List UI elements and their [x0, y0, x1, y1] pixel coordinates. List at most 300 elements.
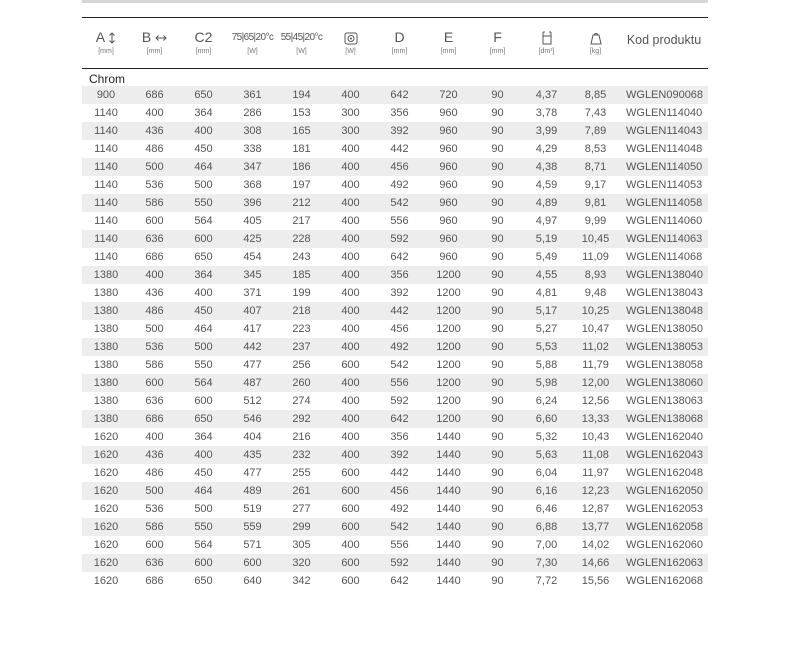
- cell-electric-power: 400: [341, 449, 360, 461]
- table-row: [82, 266, 708, 284]
- cell-a: 1380: [93, 323, 119, 335]
- cell-power-55: 181: [292, 143, 311, 155]
- col-header-e: E [mm]: [440, 29, 457, 55]
- cell-product-code: WGLEN138048: [626, 305, 704, 317]
- col-header-a: A [mm]: [82, 18, 130, 68]
- cell-weight: 14,02: [581, 539, 610, 551]
- table-row: [82, 392, 708, 410]
- cell-f: 90: [491, 161, 504, 173]
- cell-d: 592: [390, 557, 409, 569]
- cell-d: 556: [390, 539, 409, 551]
- cell-electric-power: 600: [341, 485, 360, 497]
- cell-c2: 550: [194, 359, 213, 371]
- cell-product-code: WGLEN162048: [626, 467, 704, 479]
- cell-b: 500: [145, 161, 164, 173]
- cell-weight: 9,48: [584, 287, 607, 299]
- cell-c2: 464: [194, 485, 213, 497]
- cell-electric-power: 400: [341, 179, 360, 191]
- table-row: [82, 284, 708, 302]
- cell-product-code: WGLEN162063: [626, 557, 704, 569]
- cell-power-75: 407: [243, 305, 262, 317]
- col-header-c2: C2 [mm]: [194, 29, 213, 55]
- cell-power-75: 405: [243, 215, 262, 227]
- cell-b: 636: [145, 395, 164, 407]
- table-row: [82, 554, 708, 572]
- cell-weight: 8,93: [584, 269, 607, 281]
- cell-product-code: WGLEN114050: [626, 161, 703, 173]
- cell-power-75: 487: [243, 377, 262, 389]
- cell-c2: 500: [194, 503, 213, 515]
- cell-b: 436: [145, 125, 164, 137]
- cell-c2: 400: [194, 449, 213, 461]
- cell-weight: 12,56: [581, 395, 610, 407]
- cell-d: 592: [390, 233, 409, 245]
- cell-e: 960: [439, 251, 458, 263]
- cell-f: 90: [491, 233, 504, 245]
- cell-power-75: 600: [243, 557, 262, 569]
- cell-b: 400: [145, 107, 164, 119]
- cell-c2: 450: [194, 143, 213, 155]
- cell-power-75: 454: [243, 251, 262, 263]
- cell-volume: 4,38: [535, 161, 558, 173]
- cell-power-55: 274: [292, 395, 311, 407]
- cell-e: 1440: [436, 449, 461, 461]
- cell-power-75: 571: [243, 539, 262, 551]
- cell-f: 90: [491, 539, 504, 551]
- cell-weight: 7,89: [584, 125, 607, 137]
- cell-volume: 4,89: [535, 197, 558, 209]
- cell-product-code: WGLEN114053: [626, 179, 703, 191]
- cell-a: 1380: [93, 359, 119, 371]
- cell-e: 1440: [436, 521, 461, 533]
- cell-product-code: WGLEN138068: [626, 413, 704, 425]
- cell-c2: 364: [194, 107, 213, 119]
- col-header-b: B [mm]: [130, 18, 179, 68]
- cell-volume: 5,19: [535, 233, 558, 245]
- cell-electric-power: 400: [341, 233, 360, 245]
- cell-e: 1200: [436, 359, 461, 371]
- cell-f: 90: [491, 377, 504, 389]
- cell-volume: 6,24: [535, 395, 558, 407]
- cell-power-75: 425: [243, 233, 262, 245]
- cell-weight: 9,99: [584, 215, 607, 227]
- table-row: [82, 104, 708, 122]
- cell-volume: 5,53: [535, 341, 558, 353]
- cell-volume: 5,17: [535, 305, 558, 317]
- table-row: [82, 122, 708, 140]
- table-row: [82, 464, 708, 482]
- cell-weight: 10,43: [581, 431, 610, 443]
- cell-product-code: WGLEN114040: [626, 107, 703, 119]
- table-row: [82, 428, 708, 446]
- cell-electric-power: 400: [341, 377, 360, 389]
- cell-weight: 8,71: [584, 161, 607, 173]
- cell-a: 1140: [94, 161, 118, 173]
- cell-e: 960: [439, 233, 458, 245]
- cell-power-55: 292: [292, 413, 311, 425]
- cell-product-code: WGLEN162050: [626, 485, 704, 497]
- cell-c2: 600: [194, 395, 213, 407]
- cell-power-55: 223: [292, 323, 311, 335]
- cell-volume: 6,60: [535, 413, 558, 425]
- cell-power-55: 212: [292, 197, 311, 209]
- cell-electric-power: 400: [341, 395, 360, 407]
- cell-a: 1140: [94, 179, 118, 191]
- cell-power-55: 261: [292, 485, 311, 497]
- cell-weight: 10,47: [581, 323, 610, 335]
- cell-f: 90: [491, 197, 504, 209]
- cell-b: 400: [145, 431, 164, 443]
- table-row: [82, 248, 708, 266]
- cell-weight: 12,87: [581, 503, 610, 515]
- header-top-rule: [82, 17, 708, 18]
- cell-power-75: 489: [243, 485, 262, 497]
- cell-electric-power: 400: [341, 269, 360, 281]
- cell-b: 436: [145, 287, 164, 299]
- cell-power-75: 435: [243, 449, 262, 461]
- cell-weight: 8,85: [584, 89, 607, 101]
- cell-weight: 11,97: [582, 467, 609, 479]
- cell-power-55: 299: [292, 521, 311, 533]
- group-label: Chrom: [89, 72, 126, 86]
- cell-d: 642: [390, 413, 409, 425]
- cell-c2: 564: [194, 377, 213, 389]
- cell-b: 586: [145, 197, 164, 209]
- cell-power-75: 477: [243, 359, 262, 371]
- cell-b: 486: [145, 467, 164, 479]
- cell-f: 90: [491, 269, 504, 281]
- cell-power-75: 308: [243, 125, 262, 137]
- cell-power-55: 218: [292, 305, 311, 317]
- cell-power-75: 477: [243, 467, 262, 479]
- cell-volume: 3,99: [535, 125, 558, 137]
- cell-electric-power: 400: [341, 89, 360, 101]
- cell-e: 960: [439, 179, 458, 191]
- cell-e: 960: [439, 197, 458, 209]
- cell-d: 456: [390, 485, 409, 497]
- cell-electric-power: 300: [341, 107, 360, 119]
- cell-d: 356: [390, 269, 409, 281]
- cell-b: 600: [145, 215, 164, 227]
- cell-weight: 10,25: [581, 305, 610, 317]
- cell-power-75: 347: [243, 161, 262, 173]
- cell-a: 1620: [93, 449, 119, 461]
- table-row: [82, 356, 708, 374]
- cell-f: 90: [491, 179, 504, 191]
- cell-weight: 11,79: [582, 359, 609, 371]
- table-row: [82, 140, 708, 158]
- header-row: [82, 18, 708, 68]
- table-row: [82, 230, 708, 248]
- cell-d: 556: [390, 377, 409, 389]
- cell-d: 456: [390, 161, 409, 173]
- cell-f: 90: [491, 449, 504, 461]
- cell-e: 1200: [436, 323, 461, 335]
- cell-c2: 650: [194, 413, 213, 425]
- cell-power-75: 640: [243, 575, 262, 587]
- cell-power-55: 320: [292, 557, 311, 569]
- cell-f: 90: [491, 125, 504, 137]
- cell-electric-power: 600: [341, 521, 360, 533]
- cell-b: 686: [145, 251, 164, 263]
- table-row: [82, 482, 708, 500]
- cell-e: 1200: [436, 341, 461, 353]
- cell-a: 1380: [93, 377, 119, 389]
- cell-power-75: 368: [243, 179, 262, 191]
- cell-power-55: 277: [292, 503, 311, 515]
- cell-f: 90: [491, 395, 504, 407]
- cell-e: 960: [439, 143, 458, 155]
- cell-d: 442: [390, 467, 409, 479]
- cell-e: 1440: [436, 467, 461, 479]
- cell-power-55: 260: [292, 377, 311, 389]
- cell-d: 442: [390, 305, 409, 317]
- cell-c2: 450: [194, 305, 213, 317]
- cell-f: 90: [491, 467, 504, 479]
- col-header-power-55: 55|45|20°c [W]: [280, 32, 323, 55]
- cell-e: 1440: [436, 485, 461, 497]
- cell-b: 600: [145, 539, 164, 551]
- cell-weight: 9,17: [584, 179, 607, 191]
- table-row: [82, 176, 708, 194]
- cell-a: 1620: [93, 485, 119, 497]
- cell-b: 500: [145, 323, 164, 335]
- cell-c2: 500: [194, 341, 213, 353]
- cell-volume: 6,46: [535, 503, 558, 515]
- cell-c2: 450: [194, 467, 213, 479]
- cell-volume: 3,78: [535, 107, 558, 119]
- cell-volume: 4,97: [535, 215, 558, 227]
- volume-vessel-icon: [541, 31, 553, 45]
- cell-volume: 7,00: [535, 539, 558, 551]
- cell-product-code: WGLEN162060: [626, 539, 704, 551]
- cell-a: 1380: [93, 395, 119, 407]
- cell-f: 90: [491, 503, 504, 515]
- cell-f: 90: [491, 341, 504, 353]
- cell-power-75: 546: [243, 413, 262, 425]
- horizontal-arrows-icon: [155, 34, 167, 42]
- col-header-product-code: Kod produktu: [626, 33, 702, 47]
- cell-power-55: 186: [292, 161, 311, 173]
- cell-electric-power: 400: [341, 305, 360, 317]
- cell-product-code: WGLEN162068: [626, 575, 704, 587]
- cell-power-55: 237: [292, 341, 311, 353]
- cell-d: 392: [390, 125, 409, 137]
- cell-c2: 400: [194, 125, 213, 137]
- cell-c2: 464: [194, 161, 213, 173]
- cell-product-code: WGLEN114058: [626, 197, 703, 209]
- product-spec-table: [82, 18, 708, 590]
- cell-volume: 5,63: [535, 449, 558, 461]
- cell-a: 1380: [93, 287, 119, 299]
- cell-d: 392: [390, 287, 409, 299]
- cell-electric-power: 400: [341, 341, 360, 353]
- cell-product-code: WGLEN138050: [626, 323, 704, 335]
- cell-a: 1620: [93, 467, 119, 479]
- cell-f: 90: [491, 89, 504, 101]
- cell-e: 960: [439, 161, 458, 173]
- top-divider-bar: [82, 0, 708, 3]
- cell-f: 90: [491, 359, 504, 371]
- cell-c2: 650: [194, 251, 213, 263]
- cell-e: 1200: [436, 413, 461, 425]
- cell-power-55: 217: [292, 215, 311, 227]
- cell-power-75: 417: [243, 323, 262, 335]
- cell-a: 1620: [93, 431, 119, 443]
- cell-f: 90: [491, 251, 504, 263]
- cell-a: 1140: [94, 251, 118, 263]
- cell-d: 592: [390, 395, 409, 407]
- cell-volume: 7,30: [535, 557, 558, 569]
- cell-volume: 4,29: [535, 143, 558, 155]
- cell-c2: 650: [194, 575, 213, 587]
- cell-e: 960: [439, 215, 458, 227]
- cell-electric-power: 600: [341, 359, 360, 371]
- table-row: [82, 320, 708, 338]
- group-row-chrom: [82, 68, 708, 86]
- cell-a: 1140: [94, 125, 118, 137]
- cell-b: 536: [145, 179, 164, 191]
- cell-c2: 400: [194, 287, 213, 299]
- cell-b: 536: [145, 503, 164, 515]
- cell-power-55: 243: [292, 251, 311, 263]
- cell-a: 900: [96, 89, 116, 101]
- cell-f: 90: [491, 305, 504, 317]
- cell-c2: 650: [194, 89, 213, 101]
- cell-product-code: WGLEN138060: [626, 377, 704, 389]
- table-row: [82, 302, 708, 320]
- cell-power-75: 442: [243, 341, 262, 353]
- cell-power-55: 197: [292, 179, 311, 191]
- cell-volume: 4,37: [535, 89, 558, 101]
- cell-a: 1620: [93, 521, 119, 533]
- cell-d: 492: [390, 503, 409, 515]
- cell-f: 90: [491, 215, 504, 227]
- cell-a: 1140: [94, 197, 118, 209]
- cell-power-55: 228: [292, 233, 311, 245]
- cell-power-55: 185: [292, 269, 311, 281]
- cell-c2: 600: [194, 233, 213, 245]
- cell-a: 1620: [93, 575, 119, 587]
- header-bottom-rule: [82, 68, 708, 69]
- cell-b: 686: [145, 575, 164, 587]
- cell-electric-power: 400: [341, 251, 360, 263]
- cell-c2: 550: [194, 521, 213, 533]
- table-row: [82, 572, 708, 590]
- cell-e: 1440: [436, 503, 461, 515]
- cell-b: 686: [145, 89, 164, 101]
- cell-a: 1620: [93, 557, 119, 569]
- table-row: [82, 536, 708, 554]
- cell-b: 486: [145, 143, 164, 155]
- cell-b: 636: [145, 233, 164, 245]
- cell-product-code: WGLEN162040: [626, 431, 704, 443]
- col-header-d: D [mm]: [391, 29, 408, 55]
- electric-heater-icon: [344, 32, 358, 45]
- cell-power-75: 286: [243, 107, 262, 119]
- cell-power-55: 216: [292, 431, 311, 443]
- cell-power-55: 199: [292, 287, 311, 299]
- cell-volume: 4,59: [535, 179, 558, 191]
- cell-product-code: WGLEN114048: [626, 143, 703, 155]
- cell-b: 586: [145, 359, 164, 371]
- cell-power-75: 371: [243, 287, 262, 299]
- cell-b: 500: [145, 485, 164, 497]
- cell-electric-power: 300: [341, 125, 360, 137]
- cell-electric-power: 600: [341, 467, 360, 479]
- cell-product-code: WGLEN114043: [626, 125, 703, 137]
- cell-d: 556: [390, 215, 409, 227]
- cell-electric-power: 400: [341, 431, 360, 443]
- cell-weight: 11,09: [582, 251, 609, 263]
- cell-c2: 564: [194, 539, 213, 551]
- cell-power-75: 512: [243, 395, 262, 407]
- cell-f: 90: [491, 107, 504, 119]
- col-header-volume: [dm³]: [522, 18, 571, 68]
- cell-volume: 6,04: [535, 467, 558, 479]
- cell-weight: 7,43: [584, 107, 607, 119]
- cell-d: 642: [390, 89, 409, 101]
- cell-a: 1380: [93, 305, 119, 317]
- cell-a: 1620: [93, 503, 119, 515]
- cell-electric-power: 400: [341, 197, 360, 209]
- table-row: [82, 86, 708, 104]
- cell-power-75: 404: [243, 431, 262, 443]
- cell-weight: 13,77: [581, 521, 610, 533]
- cell-power-55: 342: [292, 575, 311, 587]
- table-row: [82, 212, 708, 230]
- cell-b: 486: [145, 305, 164, 317]
- cell-electric-power: 400: [341, 287, 360, 299]
- cell-e: 1200: [436, 395, 461, 407]
- cell-product-code: WGLEN138040: [626, 269, 704, 281]
- cell-f: 90: [491, 485, 504, 497]
- cell-volume: 5,27: [535, 323, 558, 335]
- cell-electric-power: 600: [341, 503, 360, 515]
- table-row: [82, 374, 708, 392]
- cell-product-code: WGLEN114068: [626, 251, 703, 263]
- cell-f: 90: [491, 413, 504, 425]
- cell-power-75: 559: [243, 521, 262, 533]
- cell-electric-power: 400: [341, 323, 360, 335]
- cell-a: 1620: [93, 539, 119, 551]
- cell-weight: 12,23: [581, 485, 610, 497]
- cell-e: 1440: [436, 575, 461, 587]
- cell-weight: 10,45: [581, 233, 610, 245]
- cell-e: 960: [439, 107, 458, 119]
- cell-electric-power: 400: [341, 413, 360, 425]
- cell-d: 356: [390, 107, 409, 119]
- cell-d: 442: [390, 143, 409, 155]
- cell-c2: 364: [194, 269, 213, 281]
- cell-f: 90: [491, 431, 504, 443]
- cell-a: 1380: [93, 341, 119, 353]
- cell-d: 392: [390, 449, 409, 461]
- cell-f: 90: [491, 143, 504, 155]
- table-body: [82, 86, 708, 590]
- cell-product-code: WGLEN090068: [626, 89, 704, 101]
- cell-weight: 11,02: [582, 341, 609, 353]
- cell-electric-power: 600: [341, 575, 360, 587]
- col-header-f: F [mm]: [489, 29, 506, 55]
- cell-product-code: WGLEN138043: [626, 287, 704, 299]
- cell-volume: 6,88: [535, 521, 558, 533]
- cell-power-75: 361: [243, 89, 262, 101]
- cell-e: 720: [439, 89, 458, 101]
- table-row: [82, 194, 708, 212]
- cell-power-55: 165: [292, 125, 311, 137]
- cell-f: 90: [491, 521, 504, 533]
